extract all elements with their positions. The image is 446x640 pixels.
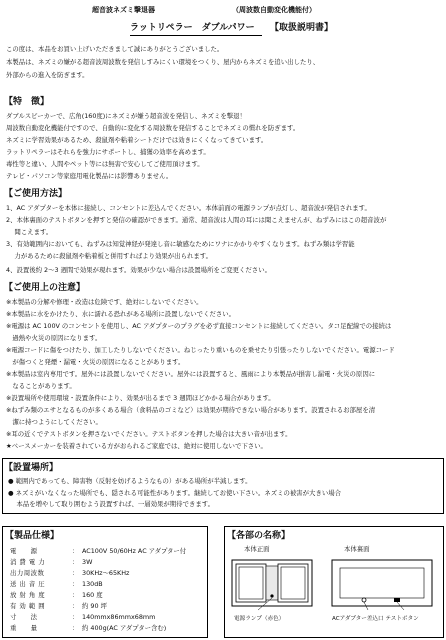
title-manual: 【取扱説明書】	[270, 23, 334, 33]
spec-key: 放 射 角 度	[10, 591, 46, 599]
caution-line: ※耳の近くでテストボタンを押さないでください。テストボタンを押した場合は大きい音が出ます。	[6, 430, 292, 438]
features-heading: 【特 徴】	[4, 97, 50, 107]
intro-line: 外部からの進入を防ぎます。	[6, 71, 89, 79]
back-view-label: 本体裏面	[344, 545, 370, 553]
device-back-illustration	[332, 560, 432, 610]
spec-value: 約 400g(AC アダプター含む)	[82, 624, 167, 632]
spec-value: 約 90 坪	[82, 602, 107, 610]
placement-line: ● ネズミがいなくなった場所でも、隠される可能性があります。継続してお使い下さい。ネズミの被害が大きい場合	[8, 489, 342, 497]
spec-row: 電 源 ： AC100V 50/60Hz AC アダプター付	[10, 547, 187, 555]
spec-row: 寸 法 ： 140mmx86mmx68mm	[10, 613, 156, 621]
power-lamp-label: 電源ランプ（赤色）	[234, 616, 285, 622]
spec-value: 140mmx86mmx68mm	[82, 613, 156, 621]
specs-heading: 【製品仕様】	[5, 531, 60, 541]
cautions-heading: 【ご使用上の注意】	[4, 283, 86, 293]
spec-key: 送 出 音 圧	[10, 580, 46, 588]
title-product-type: 超音波ネズミ撃退器	[92, 6, 155, 14]
caution-line: ※ねずみ類のエサとなるものが多くある場合（食料品のゴミなど）は効果が期待できない場合があります。設置されるお部屋を清	[6, 406, 376, 414]
title-underline	[130, 35, 262, 36]
placement-line: 本品を増やして取り囲むよう設置すれば、一層効果が期待できます。	[8, 500, 215, 508]
spec-row: 出力周波数 ： 30KHz〜65KHz	[10, 569, 130, 577]
title-product-name: ラットリペラー ダブルパワー	[130, 23, 255, 33]
spec-key: 出力周波数	[10, 569, 45, 577]
spec-value: 30KHz〜65KHz	[82, 569, 130, 577]
features-line: 毒性等と違い、人間やペット等には無害で安心してご使用頂けます。	[6, 160, 204, 168]
spec-key: 有 効 範 囲	[10, 602, 46, 610]
test-button-icon	[394, 598, 400, 602]
spec-row: 重 量 ： 約 400g(AC アダプター含む)	[10, 624, 167, 632]
front-view-label: 本体正面	[244, 545, 270, 553]
spec-key: 電 源	[10, 547, 38, 555]
spec-row: 消 費 電 力 ： 3W	[10, 558, 93, 566]
features-line: ダブルスピーカーで、広角(160度)にネズミが嫌う超音波を発信し、ネズミを撃退！	[6, 112, 246, 120]
spec-key: 消 費 電 力	[10, 558, 46, 566]
spec-value: AC100V 50/60Hz AC アダプター付	[82, 547, 187, 555]
power-lamp-icon	[270, 594, 273, 597]
title-feature-note: （周波数自動変化機能付）	[232, 6, 316, 14]
intro-line: この度は、本品をお買い上げいただきまして誠にありがとうございました。	[6, 45, 224, 53]
spec-value: 3W	[82, 558, 93, 566]
back-parts-label: ACアダプター差込口 テストボタン	[332, 616, 419, 622]
caution-line: 過熱や火災の原因になります。	[6, 334, 102, 342]
caution-line: ★ベースメーカーを装着されている方がおられるご家庭では、絶対に使用しないで下さい。	[6, 442, 267, 450]
spec-row: 送 出 音 圧 ： 130dB	[10, 580, 103, 588]
caution-line: ※本製品は室内専用です。屋外には設置しないでください。屋外には設置すると、風雨により本製品が損害し漏電・火災の原因に	[6, 370, 376, 378]
usage-line: 力があるために殺鼠剤や粘着板と併用すればより効果が出られます。	[6, 252, 213, 260]
placement-line: ● 範囲内であっても、障害物（反射を妨げるようなもの）がある場所が半減します。	[8, 477, 252, 485]
caution-line: が傷つくと発煙・漏電・火災の原因になることがあります。	[6, 358, 185, 366]
spec-key: 寸 法	[10, 613, 38, 621]
usage-line: 2、本体裏面のテストボタンを押すと発信の確認ができます。通常、超音波は人間の耳には聞こえませんが、ねずみにはこの超音波が	[6, 216, 387, 224]
caution-line: ※本製品の分解や修理・改造は危険です、絶対にしないでください。	[6, 298, 203, 306]
usage-line: 1、AC アダプターを本体に接続し、コンセントに差込んでください。本体前面の電源ランプが点灯し、超音波が発信されます。	[6, 204, 371, 212]
placement-heading: 【設置場所】	[4, 463, 59, 473]
usage-line: 4、設置後約 2〜3 週間で効果が現れます。効果が少ない場合は設置場所をご変更ください。	[6, 266, 271, 274]
device-front-illustration	[232, 560, 312, 610]
caution-line: ※設置場所や使用環境・設置条件により、効果が出るまで 3 週間ほどかかる場合があります。	[6, 394, 275, 402]
features-line: 周波数自動変化機能付ですので、自動的に変化する周波数を発信することでネズミの慣れを防ぎます。	[6, 124, 300, 132]
usage-line: 聞こえます。	[6, 228, 53, 236]
spec-key: 重 量	[10, 624, 38, 632]
caution-line: ※電源コードに傷をつけたり、加工したりしないでください。ねじったり重いものを乗せたり引張ったりしないでください。電源コード	[6, 346, 395, 354]
intro-line: 本製品は、ネズミの嫌がる超音波周波数を発信しすみにくい環境をつくり、屋内からネズミを追い出したり、	[6, 58, 320, 66]
caution-line: ※本製品に水をかけたり、水に濡れる恐れがある場所に設置しないでください。	[6, 310, 236, 318]
spec-value: 130dB	[82, 580, 103, 588]
caution-line: ※電源は AC 100V のコンセントを使用し、AC アダプターのプラグを必ず直接コンセントに接続してください。タコ足配線での接続は	[6, 322, 392, 330]
features-line: ネズミに学習効果があるため、殺鼠剤や粘着シートだけでは効きにくくなってきています。	[6, 136, 268, 144]
caution-line: 潔に持つようにしてください。	[6, 418, 102, 426]
usage-heading: 【ご使用方法】	[4, 189, 68, 199]
device-diagram	[228, 556, 438, 612]
usage-line: 3、有効範囲内においても、ねずみは知覚神経が発達し音に敏感なためにワナにかかりやすくなります。ねずみ類は学習能	[6, 240, 355, 248]
spec-value: 160 度	[82, 591, 103, 599]
caution-line: なることがあります。	[6, 382, 76, 390]
features-line: ラットリペラーはそれらを強力にサポートし、捕獲の効率を高めます。	[6, 148, 210, 156]
parts-heading: 【各部の名称】	[227, 531, 291, 541]
spec-row: 有 効 範 囲 ： 約 90 坪	[10, 602, 107, 610]
features-line: テレビ・パソコン等家庭用電化製品には影響ありません。	[6, 172, 173, 180]
ac-adapter-jack-icon	[362, 598, 366, 602]
spec-row: 放 射 角 度 ： 160 度	[10, 591, 103, 599]
